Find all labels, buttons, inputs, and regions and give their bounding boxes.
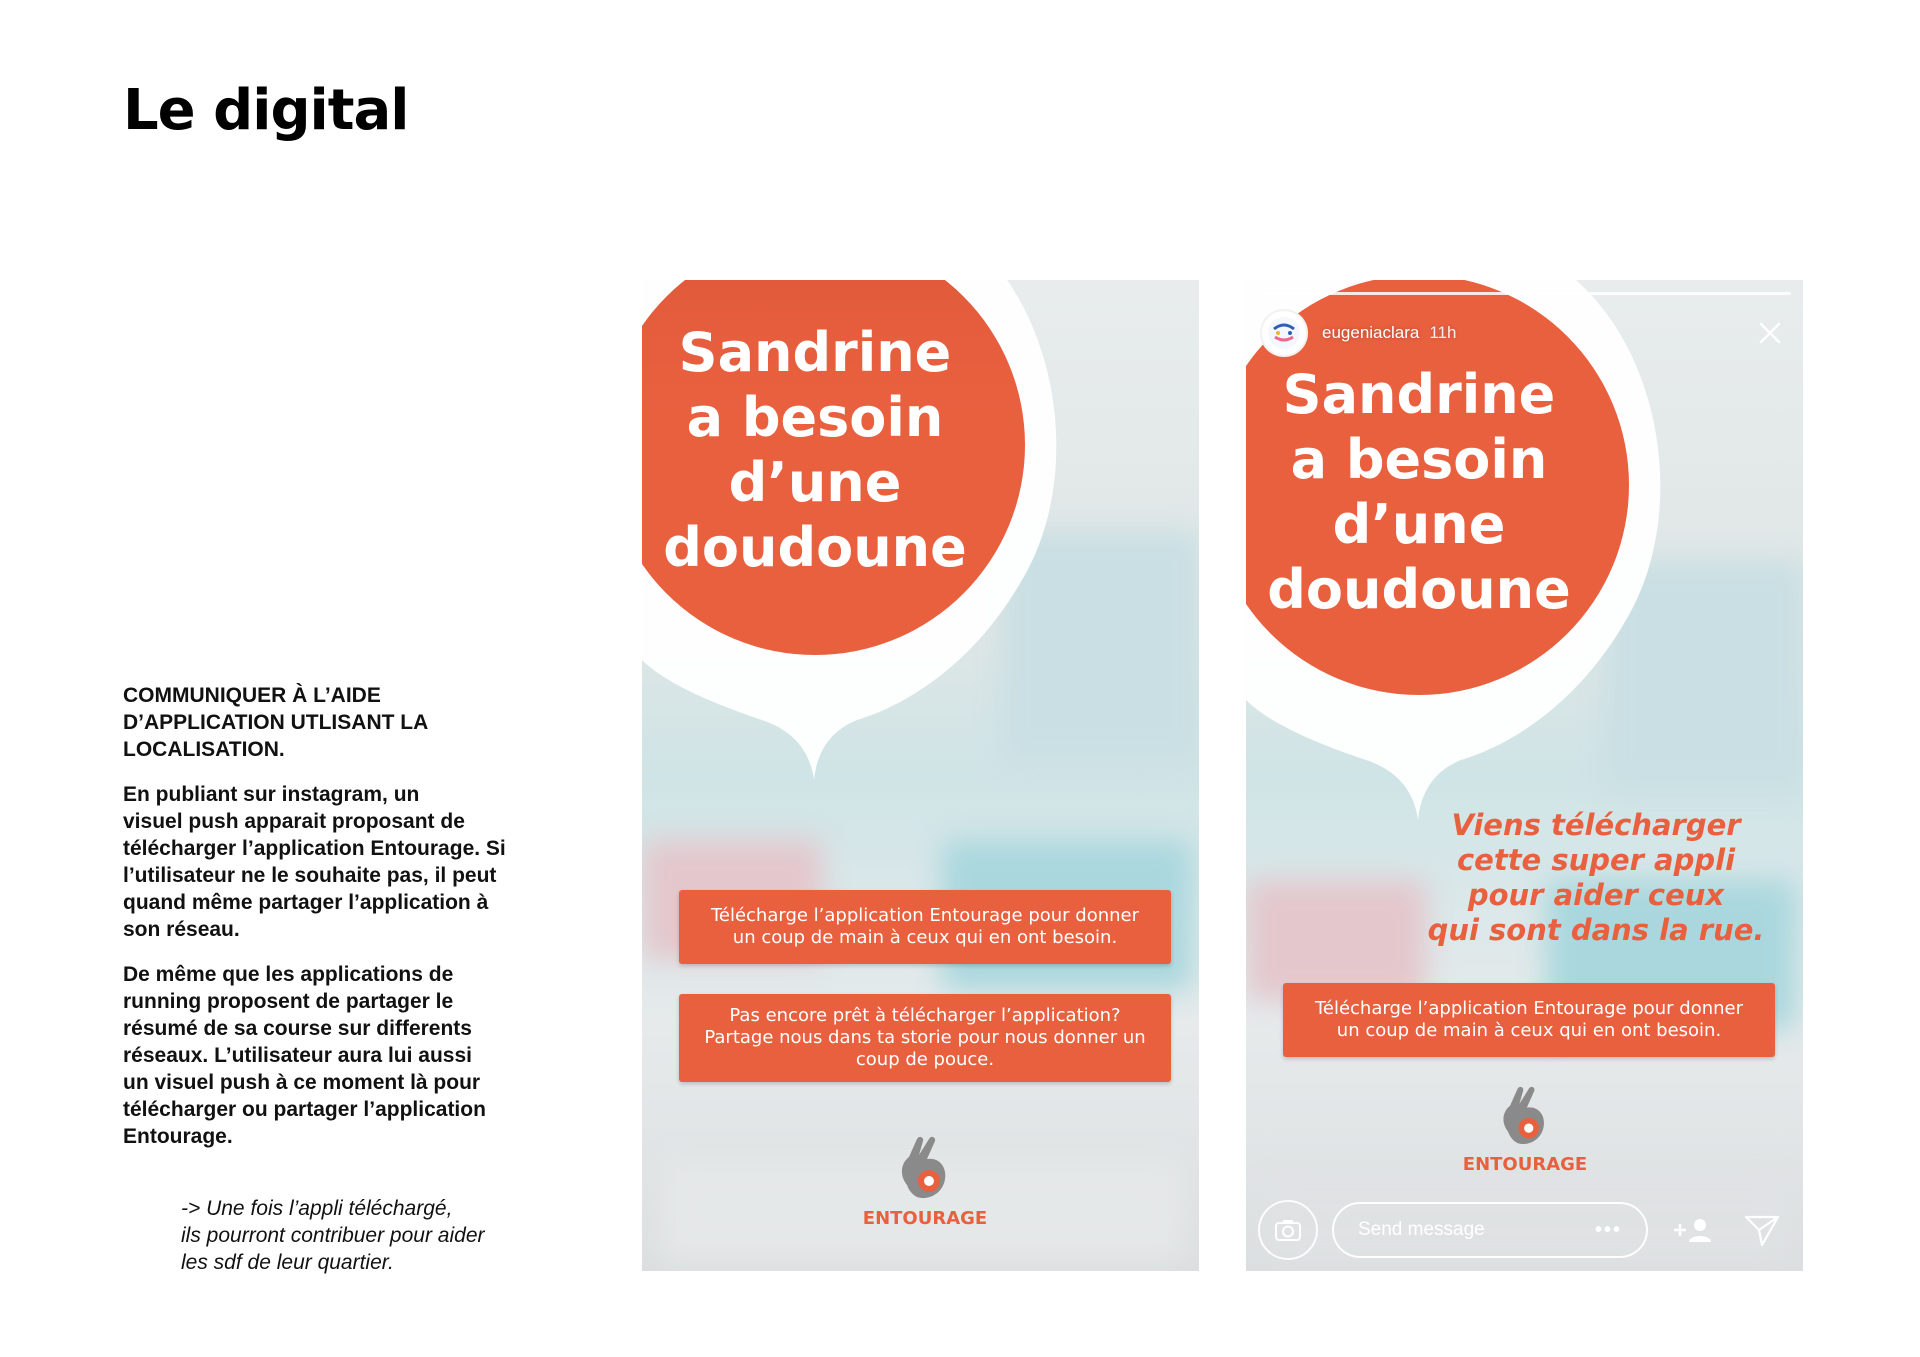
story-time: 11h: [1429, 323, 1457, 342]
paragraph-running: De même que les applications de running proposent de partager le résumé de sa course sur differents réseaux. L’utilisateur aura lui aussi un visuel push à ce moment là pour télécharger ou partager l’application Entourage.: [123, 963, 486, 1148]
background-blur: [1246, 880, 1426, 1000]
description-column: [123, 682, 523, 1168]
hand-ok-icon: [895, 1133, 955, 1203]
story-header: [1260, 308, 1789, 358]
close-icon: [1755, 318, 1785, 348]
mockup-instagram-story: [1246, 280, 1803, 1271]
close-story-button[interactable]: [1755, 318, 1785, 348]
story-footer: [1258, 1199, 1791, 1261]
story-username[interactable]: eugeniaclara: [1322, 323, 1420, 342]
page-title: Le digital: [123, 78, 409, 143]
mockup-push-visual: [642, 280, 1199, 1271]
bubble-message: Sandrine a besoin d’une doudoune: [663, 321, 967, 579]
send-button[interactable]: [1742, 1210, 1782, 1250]
paragraph-instagram: En publiant sur instagram, un visuel push apparait proposant de télécharger l’application Entourage. Si l’utilisateur ne le souhaite pas, il peut quand même partager l’application à son réseau.: [123, 783, 506, 941]
avatar[interactable]: [1260, 309, 1308, 357]
entourage-logo: ENTOURAGE: [1460, 1083, 1590, 1175]
story-tagline: Viens télécharger cette super appli pour aider ceux qui sont dans la rue.: [1427, 808, 1765, 947]
message-placeholder: Send message: [1358, 1219, 1485, 1240]
camera-icon: [1274, 1218, 1302, 1242]
add-person-button[interactable]: [1672, 1210, 1716, 1250]
entourage-logo: ENTOURAGE: [860, 1133, 990, 1229]
camera-button[interactable]: [1258, 1200, 1318, 1260]
download-app-button[interactable]: Télécharge l’application Entourage pour donner un coup de main à ceux qui en ont besoin.: [679, 890, 1171, 964]
send-message-input[interactable]: [1332, 1202, 1648, 1258]
italic-note: -> Une fois l’appli téléchargé, ils pourront contribuer pour aider les sdf de leur quartier.: [181, 1197, 485, 1274]
download-app-button[interactable]: Télécharge l’application Entourage pour donner un coup de main à ceux qui en ont besoin.: [1283, 983, 1775, 1057]
section-heading: COMMUNIQUER À L’AIDE D’APPLICATION UTLISANT LA LOCALISATION.: [123, 684, 429, 761]
add-person-icon: [1672, 1215, 1716, 1245]
share-story-button[interactable]: Pas encore prêt à télécharger l’application? Partage nous dans ta storie pour nous donner un coup de pouce.: [679, 994, 1171, 1082]
avatar-logo-icon: [1266, 315, 1302, 351]
send-icon: [1744, 1213, 1780, 1247]
hand-ok-icon: [1497, 1083, 1553, 1149]
bubble-message: Sandrine a besoin d’une doudoune: [1267, 363, 1571, 621]
more-dots-icon[interactable]: •••: [1594, 1218, 1622, 1241]
story-progress-bar: [1258, 292, 1791, 295]
